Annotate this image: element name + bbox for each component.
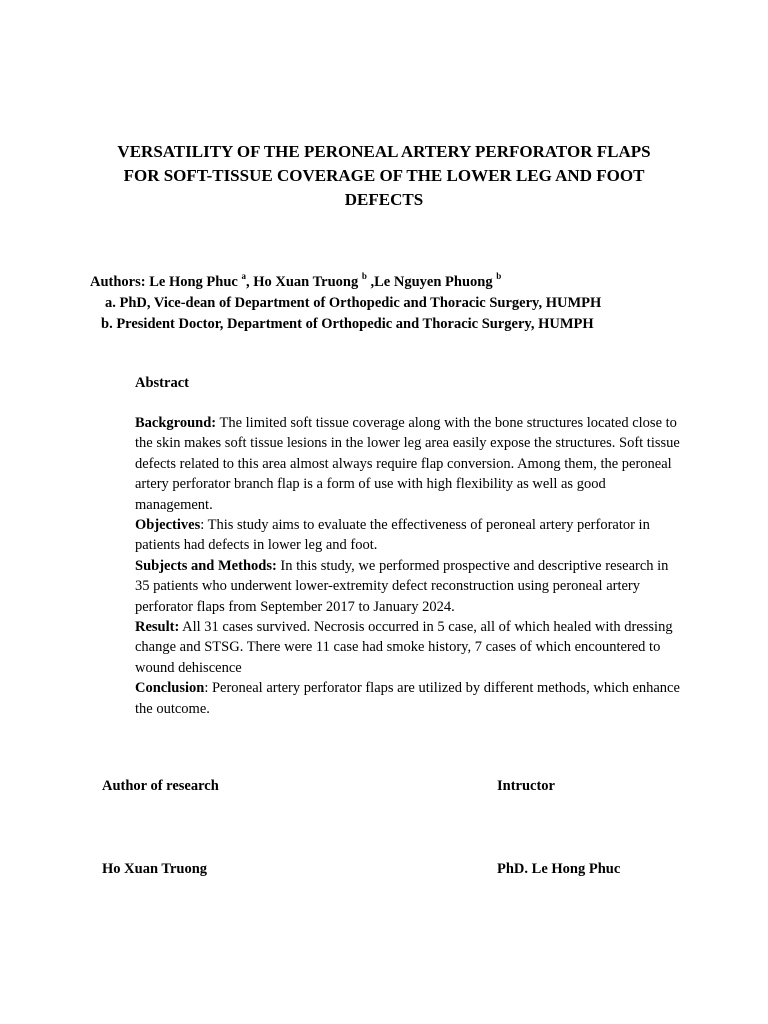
objectives-text: : This study aims to evaluate the effectiveness of peroneal artery perforator in patients had defects in lower leg and foot. — [135, 517, 650, 554]
abstract-heading: Abstract — [135, 375, 189, 391]
result-text: All 31 cases survived. Necrosis occurred in 5 case, all of which healed with dressing change and STSG. There were 11 case had smoke history, 7 cases of which encountered to wound dehiscence — [135, 619, 673, 676]
signature-right-name: PhD. Le Hong Phuc — [497, 861, 621, 877]
background-label: Background: — [135, 415, 217, 431]
abstract-conclusion — [135, 678, 680, 719]
title-line-1: VERSATILITY OF THE PERONEAL ARTERY PERFORATOR FLAPS — [117, 142, 651, 161]
author-superscript-1: a — [241, 271, 246, 282]
methods-label: Subjects and Methods: — [135, 557, 277, 574]
abstract-body — [135, 413, 680, 719]
author-name-3: Le Nguyen Phuong — [374, 274, 493, 290]
objectives-label: Objectives — [135, 517, 201, 534]
author-name-1: Le Hong Phuc — [149, 274, 238, 290]
affiliation-b: b. President Doctor, Department of Orthopedic and Thoracic Surgery, HUMPH — [101, 316, 594, 332]
result-label: Result: — [135, 619, 180, 636]
author-block — [90, 272, 730, 335]
paper-title — [80, 140, 688, 212]
author-superscript-3: b — [496, 271, 502, 282]
abstract-objectives — [135, 515, 680, 556]
signature-left-role: Author of research — [102, 778, 219, 794]
conclusion-text: : Peroneal artery perforator flaps are utilized by different methods, which enhance the outcome. — [135, 680, 680, 717]
abstract-background — [135, 413, 680, 515]
abstract-result — [135, 617, 680, 678]
abstract-methods — [135, 556, 680, 617]
authors-label: Authors: — [90, 274, 146, 290]
signature-right-role: Intructor — [497, 778, 555, 794]
affiliation-a: a. PhD, Vice-dean of Department of Orthopedic and Thoracic Surgery, HUMPH — [105, 295, 602, 311]
background-text: The limited soft tissue coverage along with the bone structures located close to the skin makes soft tissue lesions in the lower leg area easily expose the structures. Soft tissue defects related to this area almost always require flap conversion. Among them, the peroneal artery perforator branch flap is a form of use with high flexibility as well as good management. — [135, 415, 680, 513]
author-list: Authors: Le Hong Phuc $^a$, Ho Xuan Truong $^b$ ,Le Nguyen Phuong $^b$ — [90, 271, 502, 290]
title-line-2: FOR SOFT-TISSUE COVERAGE OF THE LOWER LEG AND FOOT — [123, 166, 645, 185]
title-line-3: DEFECTS — [344, 190, 424, 209]
author-name-2: Ho Xuan Truong — [253, 274, 359, 290]
conclusion-label: Conclusion — [135, 680, 205, 697]
methods-text: In this study, we performed prospective and descriptive research in 35 patients who underwent lower-extremity defect reconstruction using peroneal artery perforator flaps from September 2017 to January 2024. — [135, 557, 669, 615]
signature-left-name: Ho Xuan Truong — [102, 861, 208, 877]
author-superscript-2: b — [361, 271, 367, 282]
